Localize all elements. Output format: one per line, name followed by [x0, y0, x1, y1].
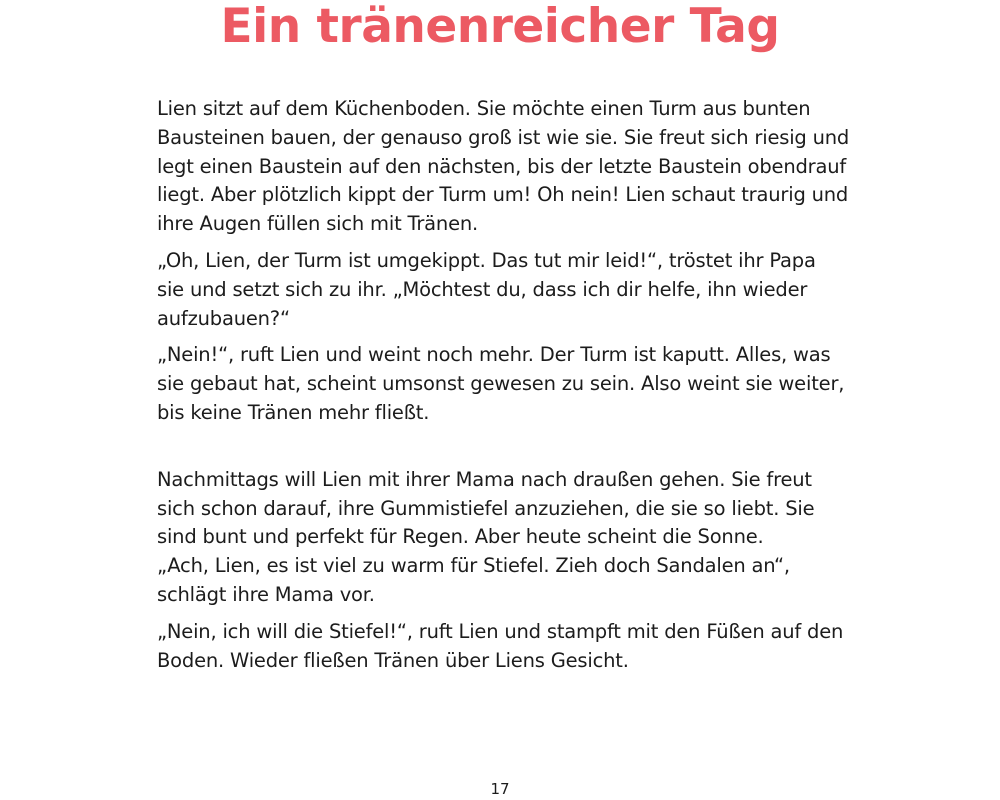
paragraph-line: schlägt ihre Mama vor.	[157, 582, 375, 606]
paragraph-line: liegt. Aber plötzlich kippt der Turm um! Oh nein! Lien schaut traurig und	[157, 183, 849, 207]
paragraph-line: „Nein, ich will die Stiefel!“, ruft Lien und stampft mit den Füßen auf den	[157, 619, 844, 643]
page-number: 17	[490, 780, 510, 798]
paragraph-line: legt einen Baustein auf den nächsten, bis der letzte Baustein obendrauf	[157, 154, 847, 178]
paragraph-line: Nachmittags will Lien mit ihrer Mama nach draußen gehen. Sie freut	[157, 467, 812, 491]
paragraph-5	[157, 618, 857, 676]
paragraph-line: Boden. Wieder fließen Tränen über Liens Gesicht.	[157, 648, 629, 672]
paragraph-3	[157, 341, 857, 427]
paragraph-line: Bausteinen bauen, der genauso groß ist wie sie. Sie freut sich riesig und	[157, 125, 850, 149]
paragraph-line: sie gebaut hat, scheint umsonst gewesen zu sein. Also weint sie weiter,	[157, 372, 845, 396]
paragraph-line: „Ach, Lien, es ist viel zu warm für Stiefel. Zieh doch Sandalen an“,	[157, 554, 790, 578]
paragraph-line: „Nein!“, ruft Lien und weint noch mehr. Der Turm ist kaputt. Alles, was	[157, 343, 831, 367]
paragraph-2	[157, 247, 857, 333]
paragraph-line: bis keine Tränen mehr fließt.	[157, 400, 430, 424]
paragraph-line: sind bunt und perfekt für Regen. Aber heute scheint die Sonne.	[157, 525, 764, 549]
paragraph-line: sie und setzt sich zu ihr. „Möchtest du, dass ich dir helfe, ihn wieder	[157, 277, 808, 301]
paragraph-line: sich schon darauf, ihre Gummistiefel anzuziehen, die sie so liebt. Sie	[157, 496, 815, 520]
paragraph-line: Lien sitzt auf dem Küchenboden. Sie möchte einen Turm aus bunten	[157, 97, 811, 120]
chapter-title: Ein tränenreicher Tag	[220, 0, 780, 54]
paragraph-line: ihre Augen füllen sich mit Tränen.	[157, 212, 479, 236]
paragraph-line: „Oh, Lien, der Turm ist umgekippt. Das tut mir leid!“, tröstet ihr Papa	[157, 248, 816, 272]
story-text	[157, 95, 857, 683]
paragraph-1	[157, 95, 857, 239]
paragraph-line: aufzubauen?“	[157, 306, 290, 330]
paragraph-4	[157, 466, 857, 610]
